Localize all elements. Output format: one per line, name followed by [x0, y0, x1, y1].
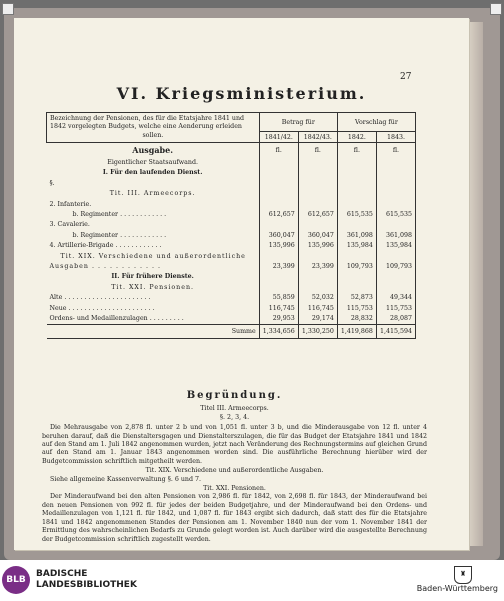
- cell-value: 116,745: [298, 303, 337, 313]
- row-label: Neue . . . . . . . . . . . . . . . . . . . . . .: [49, 304, 155, 312]
- page-title: VI. Kriegsministerium.: [116, 84, 367, 103]
- library-name-line: LANDESBIBLIOTHEK: [36, 580, 137, 590]
- library-footer: [0, 560, 504, 601]
- row-label: I. Für den laufenden Dienst.: [102, 169, 203, 177]
- table-row: [47, 261, 416, 271]
- cell-value: 360,047: [259, 230, 298, 240]
- header-desc-line: sollen.: [142, 131, 164, 139]
- table-row: [47, 199, 416, 209]
- page-number: 27: [400, 72, 412, 82]
- cell-value: 615,535: [376, 209, 415, 219]
- cell-value: 116,745: [259, 303, 298, 313]
- cell-value: 52,873: [337, 292, 376, 302]
- row-label-text: b. Regimenter: [72, 231, 119, 239]
- table-row: [47, 230, 416, 240]
- table-header-row: [47, 113, 416, 132]
- sum-row: [47, 324, 416, 338]
- unit-label: fl.: [259, 143, 298, 158]
- year-header: 1842.: [337, 132, 376, 143]
- table-row: [47, 209, 416, 219]
- row-label: Eigentlicher Staatsaufwand.: [107, 159, 199, 167]
- row-label: II. Für frühere Dienste.: [111, 273, 194, 281]
- year-header: 1841/42.: [259, 132, 298, 143]
- row-label: Ausgaben . . . . . . . . . . . .: [49, 262, 161, 270]
- table-row: [47, 251, 416, 261]
- paragraph: Siehe allgemeine Kassenverwaltung §. 6 und 7.: [50, 475, 202, 483]
- row-label: b. Regimenter . . . . . . . . . . . .: [72, 211, 167, 219]
- coat-of-arms-icon: ♜: [454, 566, 472, 584]
- cell-value: 115,753: [337, 303, 376, 313]
- row-label-text: 4. Artillerie-Brigade: [49, 242, 114, 250]
- cell-value: 115,753: [376, 303, 415, 313]
- scan-corner-marker: [2, 3, 14, 15]
- row-label: [47, 178, 260, 188]
- header-vorschlag: Vorschlag für: [337, 113, 415, 132]
- row-label: b. Regimenter . . . . . . . . . . . .: [72, 231, 167, 239]
- subheading-tit19: Tit. XIX. Verschiedene und außerordentliche Ausgaben.: [145, 467, 324, 475]
- cell-value: 29,174: [298, 313, 337, 324]
- row-label-text: Neue: [49, 304, 67, 312]
- para-sign: §.: [49, 179, 55, 187]
- cell-value: 360,047: [298, 230, 337, 240]
- table-row: [47, 241, 416, 251]
- cell-value: 28,832: [337, 313, 376, 324]
- row-label-text: Ordens- und Medaillenzulagen: [49, 314, 148, 322]
- state-name: Baden-Württemberg: [416, 584, 498, 593]
- book-page: [14, 18, 469, 550]
- header-desc-line: Bezeichnung der Pensionen, des für die Etatsjahre 1841 und: [50, 114, 245, 122]
- year-header: 1842/43.: [298, 132, 337, 143]
- table-row: [47, 292, 416, 302]
- library-name: [36, 569, 137, 591]
- table-row: [47, 303, 416, 313]
- paragraph: Die Mehrausgabe von 2,878 fl. unter 2 b und von 1,051 fl. unter 3 b, und die Minderausgabe von 12 fl. unter 4 beruhen darauf, daß die Dienstaltersgagen und Dienstalterszulagen, die für das Budget der Etatsjahre 1841 und 1842 auf den Stand am 1. Juli 1842 angenommen wurden, jetzt nach Veränderung des Rechnungstermins auf gleichen Grund auf den Stand am 1. Januar 1843 angenommen worden sind. Die ausführliche Berechnung hierüber wird der Budgetcommission schriftlich mitgetheilt werden.: [42, 424, 427, 465]
- scan-corner-marker: [490, 3, 502, 15]
- library-name-line: BADISCHE: [36, 569, 88, 579]
- cell-value: 49,344: [376, 292, 415, 302]
- row-label: Tit. XXI. Pensionen.: [111, 283, 195, 291]
- sum-value: 1,334,656: [259, 324, 298, 338]
- table-row: [47, 272, 416, 282]
- cell-value: 28,087: [376, 313, 415, 324]
- cell-value: 109,793: [337, 261, 376, 271]
- row-label: Alte . . . . . . . . . . . . . . . . . . . . . .: [49, 294, 151, 302]
- cell-value: 135,984: [376, 241, 415, 251]
- cell-value: 135,984: [337, 241, 376, 251]
- row-label: Ordens- und Medaillenzulagen . . . . . . . . .: [49, 314, 184, 322]
- row-label: 2. Infanterie.: [49, 200, 92, 208]
- sum-value: 1,419,868: [337, 324, 376, 338]
- row-label: 4. Artillerie-Brigade . . . . . . . . . . . .: [49, 242, 162, 250]
- cell-value: 135,996: [259, 241, 298, 251]
- unit-label: fl.: [337, 143, 376, 158]
- cell-value: 52,032: [298, 292, 337, 302]
- sum-label: Summe: [47, 324, 260, 338]
- cell-value: 23,399: [259, 261, 298, 271]
- justification-text: [42, 390, 427, 544]
- row-label-text: b. Regimenter: [72, 211, 119, 219]
- section-heading: Ausgabe.: [132, 145, 174, 156]
- year-header: 1843.: [376, 132, 415, 143]
- cell-value: 361,098: [337, 230, 376, 240]
- cell-value: 361,098: [376, 230, 415, 240]
- paragraph: Der Minderaufwand bei den alten Pensionen von 2,986 fl. für 1842, von 2,698 fl. für 1843, der Minderaufwand bei den neuen Pensionen von 992 fl. für jedes der beiden Budgetjahre, und der Minderaufwand bei den Ordens- und Medaillenzulagen von 1,121 fl. für 1842, und 1,087 fl. für 1843 ergibt sich dadurch, daß statt des für die Etatsjahre 1841 und 1842 angenommenen Standes der Pensionen am 1. November 1840 nun der vom 1. November 1841 der Ermittlung des wahrscheinlichen Bedarfs zu Grunde gelegt worden ist. Auch darüber wird die ausgestellte Berechnung der Budgetcommission schriftlich zugestellt werden.: [42, 493, 427, 543]
- sum-value: 1,415,594: [376, 324, 415, 338]
- budget-table: [46, 112, 416, 339]
- paragraph-refs: §. 2, 3, 4.: [219, 413, 250, 421]
- subheading-tit3: Titel III. Armeecorps.: [200, 405, 269, 413]
- unit-label: fl.: [298, 143, 337, 158]
- subheading-tit21: Tit. XXI. Pensionen.: [203, 485, 266, 493]
- blb-logo: BLB: [2, 566, 30, 594]
- header-description: [47, 113, 260, 143]
- table-row: [47, 157, 416, 167]
- table-row: [47, 168, 416, 178]
- cell-value: 612,657: [298, 209, 337, 219]
- table-row: [47, 313, 416, 324]
- sum-value: 1,330,250: [298, 324, 337, 338]
- header-desc-line: 1842 vorgelegten Budgets, welche eine Aenderung erleiden: [50, 123, 242, 131]
- row-label: 3. Cavalerie.: [49, 221, 90, 229]
- row-label: Tit. III. Armeecorps.: [109, 190, 196, 198]
- table-row: [47, 282, 416, 292]
- unit-label: fl.: [376, 143, 415, 158]
- cell-value: 109,793: [376, 261, 415, 271]
- table-row: [47, 220, 416, 230]
- header-betrag: Betrag für: [259, 113, 337, 132]
- row-label-text: Alte: [49, 294, 63, 302]
- row-label: Tit. XIX. Verschiedene und außerordentliche: [60, 252, 246, 260]
- cell-value: 135,996: [298, 241, 337, 251]
- cell-value: 615,535: [337, 209, 376, 219]
- cell-value: 23,399: [298, 261, 337, 271]
- justification-heading: Begründung.: [186, 390, 283, 401]
- table-row: [47, 143, 416, 158]
- cell-value: 612,657: [259, 209, 298, 219]
- row-label-text: Ausgaben: [49, 262, 89, 270]
- table-row: [47, 178, 416, 188]
- page-edges: [469, 22, 483, 546]
- table-row: [47, 189, 416, 199]
- cell-value: 55,859: [259, 292, 298, 302]
- cell-value: 29,953: [259, 313, 298, 324]
